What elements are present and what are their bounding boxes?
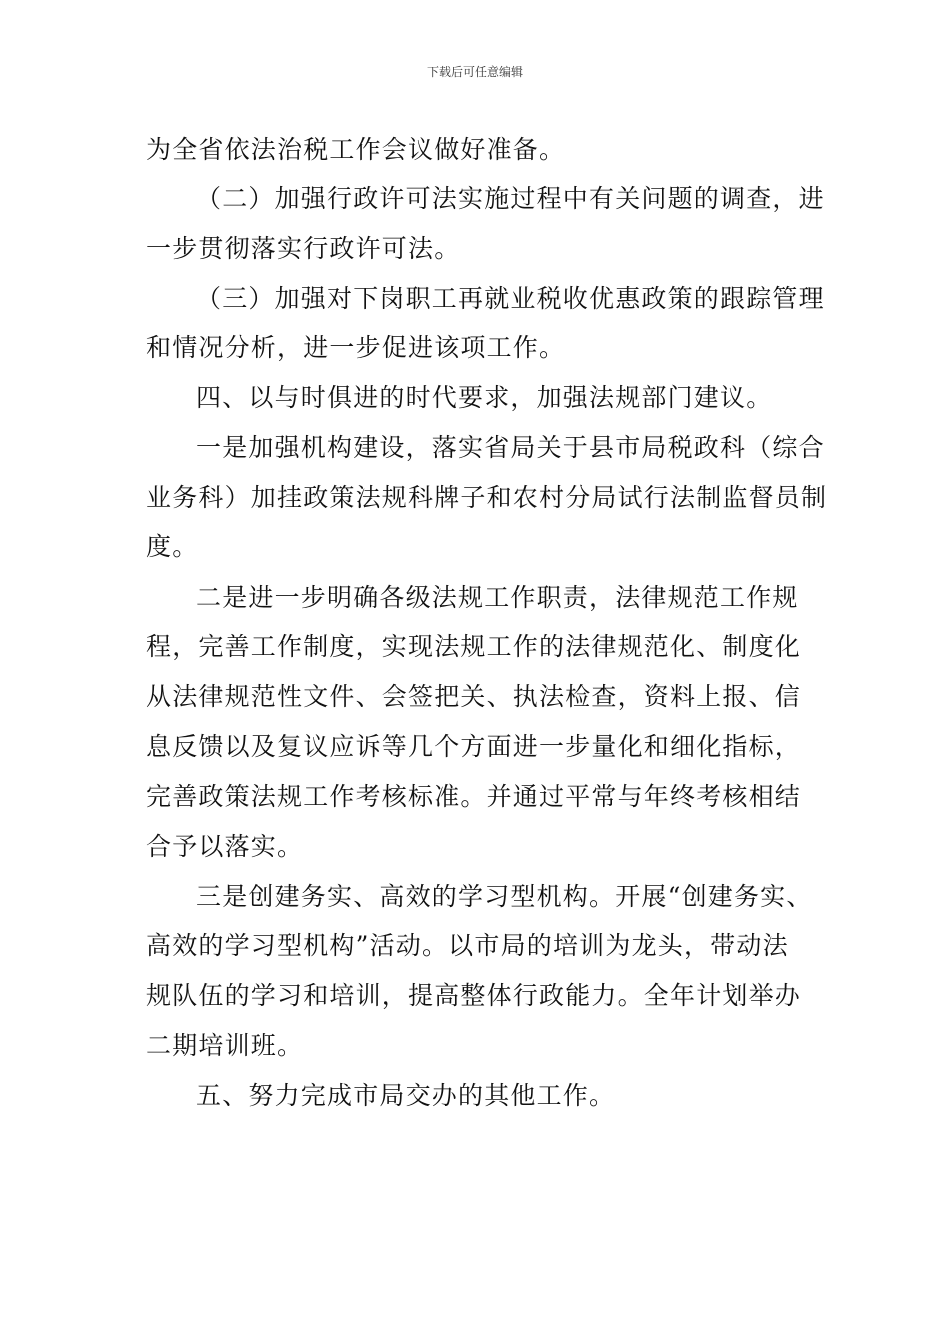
text-line: 四、以与时俱进的时代要求，加强法规部门建议。	[196, 383, 773, 412]
text-line: （三）加强对下岗职工再就业税收优惠政策的跟踪管理	[196, 284, 825, 313]
text-line: 业务科）加挂政策法规科牌子和农村分局试行法制监督员制	[146, 483, 828, 512]
text-line: 从法律规范性文件、会签把关、执法检查，资料上报、信	[146, 682, 802, 711]
text-line: 为全省依法治税工作会议做好准备。	[146, 135, 566, 164]
text-line: 完善政策法规工作考核标准。并通过平常与年终考核相结	[146, 782, 802, 811]
text-line: 一是加强机构建设，落实省局关于县市局税政科（综合	[196, 433, 825, 462]
text-line: 三是创建务实、高效的学习型机构。开展“创建务实、	[196, 882, 813, 911]
text-line: 和情况分析，进一步促进该项工作。	[146, 333, 566, 362]
text-line: 一步贯彻落实行政许可法。	[146, 234, 461, 263]
text-line: 高效的学习型机构”活动。以市局的培训为龙头，带动法	[146, 931, 789, 960]
text-line: 规队伍的学习和培训，提高整体行政能力。全年计划举办	[146, 981, 802, 1010]
text-line: 合予以落实。	[146, 832, 304, 861]
text-line: 息反馈以及复议应诉等几个方面进一步量化和细化指标，	[146, 732, 802, 761]
text-line: 五、努力完成市局交办的其他工作。	[196, 1081, 616, 1110]
page-header: 下载后可任意编辑	[426, 65, 523, 79]
text-line: 二期培训班。	[146, 1031, 304, 1060]
text-line: 程，完善工作制度，实现法规工作的法律规范化、制度化	[146, 632, 802, 661]
text-line: （二）加强行政许可法实施过程中有关问题的调查，进	[196, 184, 825, 213]
text-line: 度。	[146, 532, 199, 561]
text-line: 二是进一步明确各级法规工作职责，法律规范工作规	[196, 583, 799, 612]
